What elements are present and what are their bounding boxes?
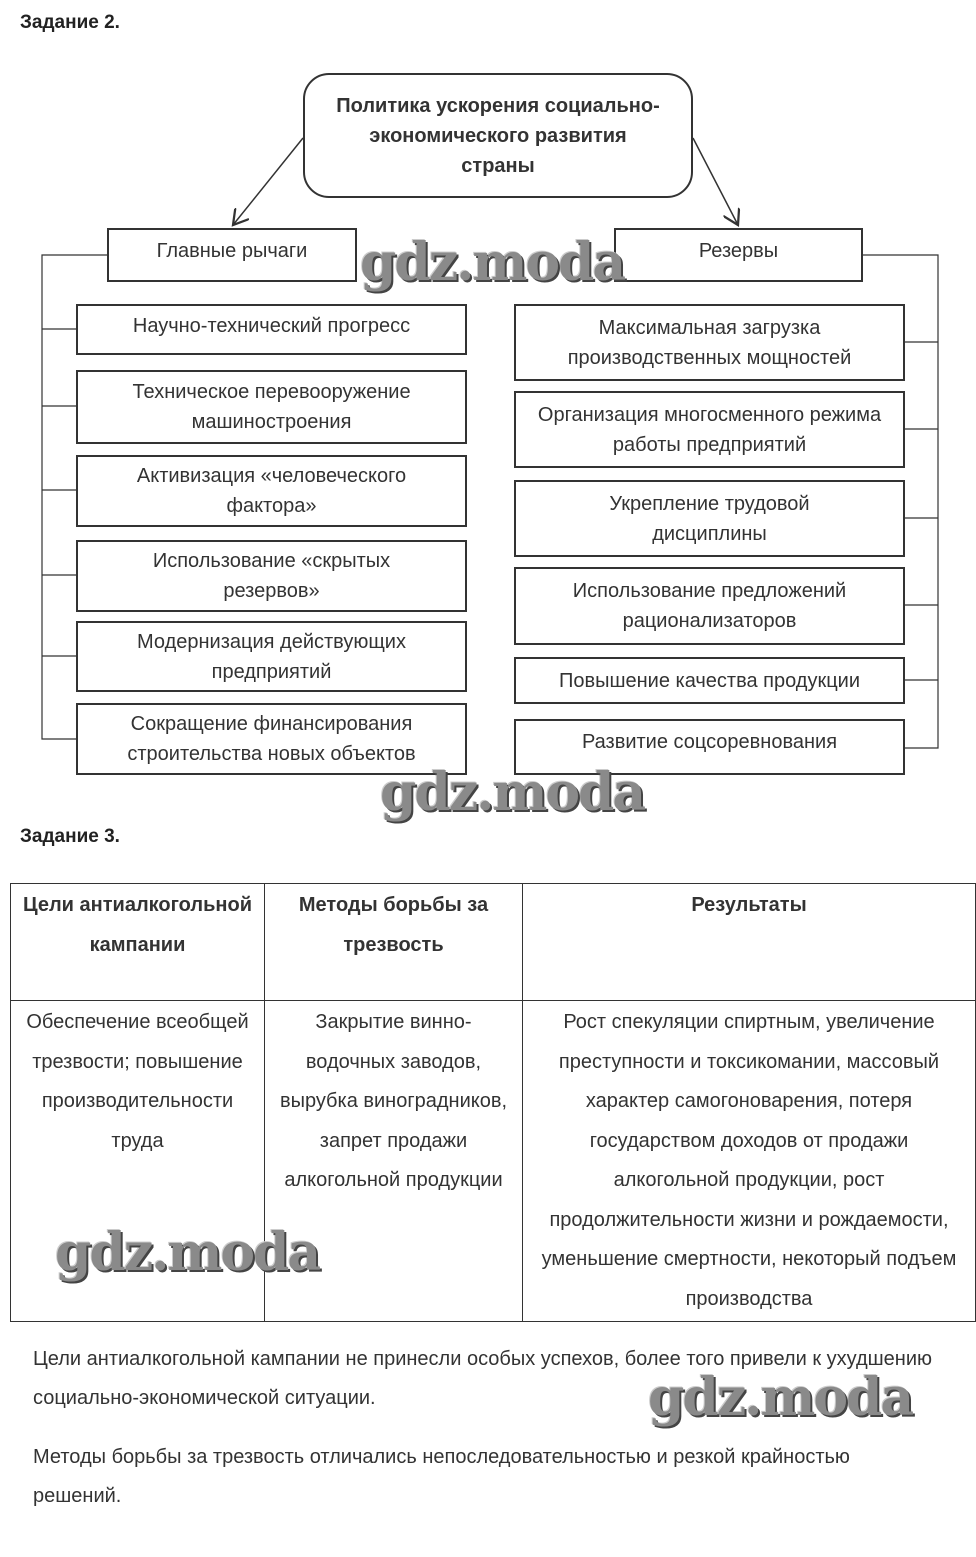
- conclusion-paragraph: Методы борьбы за трезвость отличались непоследовательностью и резкой крайностью решений.: [33, 1446, 850, 1507]
- watermark: gdz.moda: [380, 762, 645, 823]
- reserve-item: Укрепление трудовой дисциплины: [514, 480, 905, 557]
- header-methods: Методы борьбы за трезвость: [265, 884, 523, 1001]
- reserves-header: Резервы: [614, 228, 863, 282]
- cell-results: Рост спекуляции спиртным, увеличение преступности и токсикомании, массовый характер самогоноварения, потеря государством доходов от продажи алкогольной продукции, рост продолжительности жизни и рождаемости, уменьшение смертности, некоторый подъем производства: [523, 1001, 976, 1322]
- reserve-item: Использование предложений рационализаторов: [514, 567, 905, 645]
- campaign-table: [10, 883, 976, 1322]
- reserve-item: Организация многосменного режима работы предприятий: [514, 391, 905, 468]
- watermark: gdz.moda: [55, 1222, 320, 1283]
- table-header-row: [11, 884, 976, 1001]
- lever-item: Активизация «человеческого фактора»: [76, 455, 467, 527]
- lever-item: Модернизация действующих предприятий: [76, 621, 467, 692]
- lever-item: Использование «скрытых резервов»: [76, 540, 467, 612]
- reserve-item: Развитие соцсоревнования: [514, 719, 905, 775]
- arrow-right: [693, 138, 738, 225]
- cell-methods: Закрытие винно-водочных заводов, вырубка виноградников, запрет продажи алкогольной продукции: [265, 1001, 523, 1322]
- header-goals: Цели антиалкогольной кампании: [11, 884, 265, 1001]
- task3-heading: Задание 3.: [20, 826, 120, 847]
- lever-item: Сокращение финансирования строительства новых объектов: [76, 703, 467, 775]
- conclusion-paragraph: Цели антиалкогольной кампании не принесли особых успехов, более того привели к ухудшению социально-экономической ситуации.: [33, 1348, 933, 1409]
- lever-item: Научно-технический прогресс: [76, 304, 467, 355]
- reserve-item: Максимальная загрузка производственных мощностей: [514, 304, 905, 381]
- levers-header: Главные рычаги: [107, 228, 357, 282]
- watermark: gdz.moda: [360, 232, 625, 293]
- table-row: [11, 1001, 976, 1322]
- lever-item: Техническое перевооружение машиностроения: [76, 370, 467, 444]
- reserve-item: Повышение качества продукции: [514, 657, 905, 704]
- watermark: gdz.moda: [648, 1367, 913, 1428]
- root-box: Политика ускорения социально-экономического развития страны: [303, 73, 693, 198]
- task2-heading: Задание 2.: [20, 12, 120, 33]
- cell-goals: Обеспечение всеобщей трезвости; повышение производительности труда: [11, 1001, 265, 1322]
- arrow-left: [233, 138, 303, 225]
- header-results: Результаты: [523, 884, 976, 1001]
